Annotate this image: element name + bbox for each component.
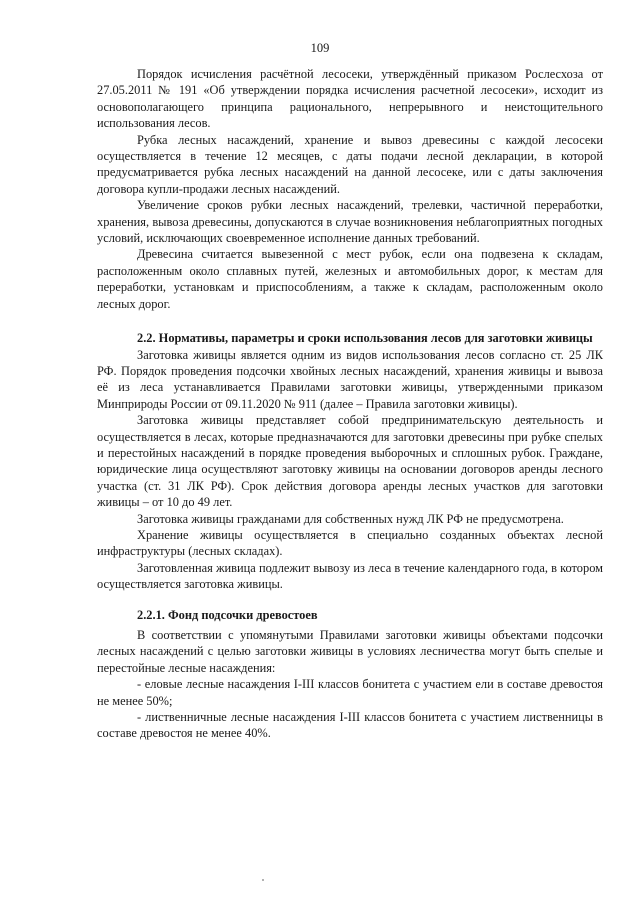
section-spacer [97,593,603,607]
scan-speck [262,879,264,881]
section-spacer [97,312,603,330]
paragraph-resin-removal: Заготовленная живица подлежит вывозу из леса в течение календарного года, в котором осуществляется заготовка живицы. [97,560,603,592]
paragraph-resin-use-type: Заготовка живицы является одним из видов использования лесов согласно ст. 25 ЛК РФ. Порядок проведения подсочки хвойных лесных насаждений, хранения живицы и вывоза её из леса устанавливается Правилами заготовки живицы, утвержденными приказом Минприроды России от 09.11.2020 № 911 (далее – Правила заготовки живицы). [97,347,603,411]
paragraph-term-extension: Увеличение сроков рубки лесных насаждений, трелевки, частичной переработки, хранения, вывоза древесины, допускаются в случае возникновения неблагоприятных погодных условий, исключающих своевременное исполнение данных требований. [97,198,603,246]
section-heading-2-2: 2.2. Нормативы, параметры и сроки использования лесов для заготовки живицы [137,331,593,346]
paragraph-resin-business: Заготовка живицы представляет собой предпринимательскую деятельность и осуществляется в лесах, которые предназначаются для заготовки древесины при рубке спелых и перестойных насаждений в порядке проведения выборочных и сплошных рубок. Граждане, юридические лица осуществляют заготовку живицы на основании договоров аренды лесного участка (ст. 31 ЛК РФ). Срок действия договора аренды лесных участков для заготовки живицы – от 10 до 49 лет. [97,413,603,510]
list-item-spruce: - еловые лесные насаждения I-III классов бонитета с участием ели в составе древостоя не менее 50%; [97,677,603,708]
page-number: 109 [310,41,330,55]
section-heading-2-2-1: 2.2.1. Фонд подсочки древостоев [137,607,318,622]
paragraph-resin-storage: Хранение живицы осуществляется в специально созданных объектах лесной инфраструктуры (лесных складах). [97,527,603,559]
list-item-larch: - лиственничные лесные насаждения I-III классов бонитета с участием лиственницы в составе древостоя не менее 40%. [97,710,603,741]
paragraph-resin-personal-needs: Заготовка живицы гражданами для собственных нужд ЛК РФ не предусмотрена. [137,511,564,526]
paragraph-calculated-cutting-area: Порядок исчисления расчётной лесосеки, утверждённый приказом Рослесхоза от 27.05.2011 № 191 «Об утверждении порядка исчисления расчетной лесосеки», исходит из основополагающего принципа рационального, непрерывного и неистощительного использования лесов. [97,67,603,131]
paragraph-timber-removed: Древесина считается вывезенной с мест рубок, если она подвезена к складам, расположенным около сплавных путей, железных и автомобильных дорог, к местам для переработки, установкам и приспособлениям, а также к складам, расположенным около лесных дорог. [97,247,603,311]
paragraph-tapping-objects: В соответствии с упомянутыми Правилами заготовки живицы объектами подсочки лесных насаждений с целью заготовки живицы в условиях лесничества могут быть спелые и перестойные лесные насаждения: [97,628,603,675]
paragraph-felling-terms: Рубка лесных насаждений, хранение и вывоз древесины с каждой лесосеки осуществляется в течение 12 месяцев, с даты подачи лесной декларации, в которой предусматривается рубка лесных насаждений на данной лесосеке, или с даты заключения договора купли-продажи лесных насаждений. [97,132,603,196]
page-content [97,66,603,742]
